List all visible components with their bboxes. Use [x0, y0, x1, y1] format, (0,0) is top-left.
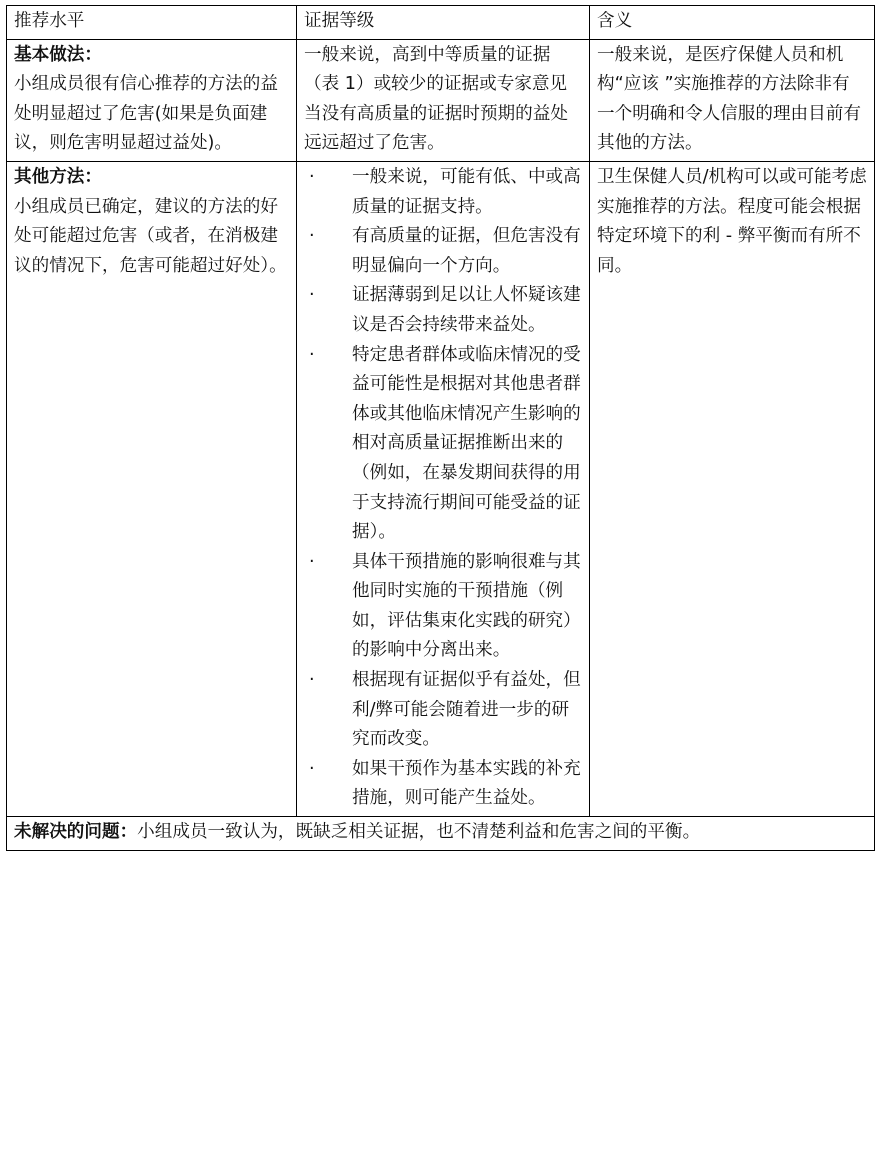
- level-cell: [7, 161, 297, 816]
- bullet-dot: ·: [309, 285, 315, 306]
- list-item-text: 一般来说，可能有低、中或高质量的证据支持。: [352, 166, 581, 217]
- list-item: [304, 222, 582, 281]
- implication-description: 一般来说，是医疗保健人员和机构“应该 ”实施推荐的方法除非有一个明确和令人信服的理由目前有其他的方法。: [597, 44, 861, 154]
- list-item-text: 证据薄弱到足以让人怀疑该建议是否会持续带来益处。: [352, 285, 581, 335]
- header-cell-evidence: 证据等级: [297, 6, 590, 40]
- list-item: [304, 341, 582, 548]
- bullet-dot: ·: [309, 758, 315, 779]
- recommendation-table: [6, 5, 875, 851]
- footer-row: [7, 817, 875, 851]
- bullet-dot: ·: [309, 344, 315, 365]
- list-item: [304, 666, 582, 755]
- bullet-dot: ·: [309, 166, 315, 187]
- table-row: [7, 39, 875, 161]
- list-item: [304, 281, 582, 340]
- list-item-text: 特定患者群体或临床情况的受益可能性是根据对其他患者群体或其他临床情况产生影响的相对高质量证据推断出来的（例如，在暴发期间获得的用于支持流行期间可能受益的证据）。: [352, 344, 581, 543]
- implication-description: 卫生保健人员/机构可以或可能考虑实施推荐的方法。程度可能会根据特定环境下的利 - 弊平衡而有所不同。: [597, 166, 867, 276]
- level-cell: [7, 39, 297, 161]
- evidence-cell: [297, 39, 590, 161]
- evidence-description: 一般来说，高到中等质量的证据（表 1）或较少的证据或专家意见当没有高质量的证据时预期的益处远远超过了危害。: [304, 44, 568, 154]
- header-cell-implication: 含义: [590, 6, 875, 40]
- list-item-text: 根据现有证据似乎有益处，但利/弊可能会随着进一步的研究而改变。: [352, 670, 581, 750]
- evidence-cell: [297, 161, 590, 816]
- implication-cell: [590, 39, 875, 161]
- unresolved-issue-label: 未解决的问题：: [14, 822, 138, 843]
- bullet-dot: ·: [309, 551, 315, 572]
- list-item: [304, 163, 582, 222]
- level-title: 其他方法：: [14, 166, 102, 187]
- bullet-dot: ·: [309, 670, 315, 691]
- level-description: 小组成员很有信心推荐的方法的益处明显超过了危害(如果是负面建议，则危害明显超过益处)。: [14, 74, 278, 154]
- unresolved-issue-text: 小组成员一致认为，既缺乏相关证据，也不清楚利益和危害之间的平衡。: [137, 822, 701, 843]
- level-description: 小组成员已确定，建议的方法的好处可能超过危害（或者，在消极建议的情况下，危害可能超过好处）。: [14, 196, 287, 276]
- header-row: [7, 6, 875, 40]
- implication-cell: [590, 161, 875, 816]
- bullet-dot: ·: [309, 226, 315, 247]
- list-item-text: 有高质量的证据，但危害没有明显偏向一个方向。: [352, 226, 581, 276]
- table-row: [7, 161, 875, 816]
- list-item: [304, 755, 582, 814]
- evidence-bullet-list: [304, 163, 582, 814]
- list-item: [304, 548, 582, 666]
- list-item-text: 如果干预作为基本实践的补充措施，则可能产生益处。: [352, 758, 581, 809]
- level-title: 基本做法：: [14, 44, 102, 65]
- list-item-text: 具体干预措施的影响很难与其他同时实施的干预措施（例如，评估集束化实践的研究）的影响中分离出来。: [352, 551, 581, 661]
- unresolved-issue-cell: [7, 817, 875, 851]
- header-cell-level: 推荐水平: [7, 6, 297, 40]
